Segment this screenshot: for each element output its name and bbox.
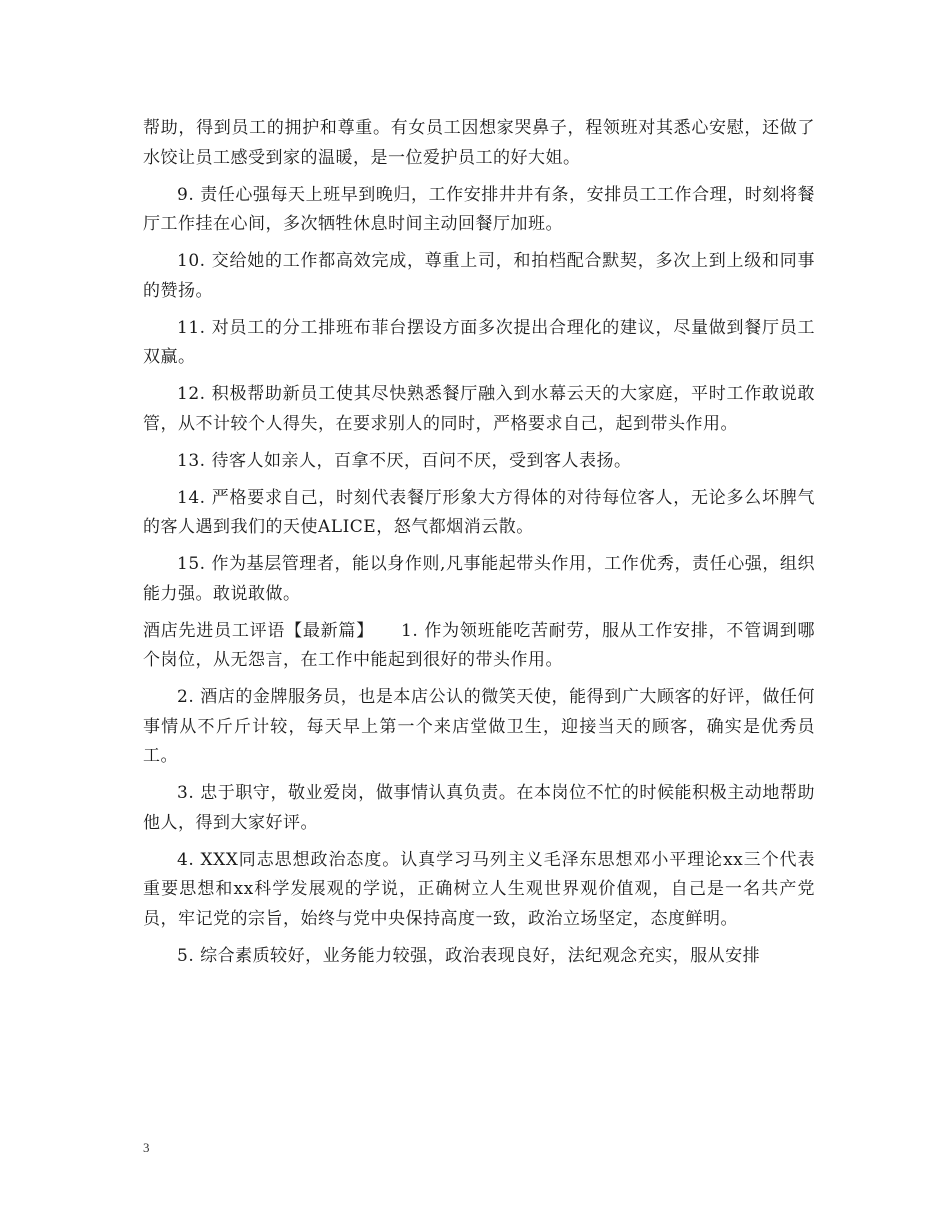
- paragraph-2: 10. 交给她的工作都高效完成，尊重上司，和拍档配合默契，多次上到上级和同事的赞扬。: [143, 251, 815, 301]
- paragraph-0: 帮助，得到员工的拥护和尊重。有女员工因想家哭鼻子，程领班对其悉心安慰，还做了水饺让员工感受到家的温暖，是一位爱护员工的好大姐。: [143, 118, 815, 168]
- document-body: [143, 114, 815, 979]
- paragraph-1: 9. 责任心强每天上班早到晚归，工作安排井井有条，安排员工工作合理，时刻将餐厅工作挂在心间，多次牺牲休息时间主动回餐厅加班。: [143, 184, 815, 234]
- paragraph-3: 11. 对员工的分工排班布菲台摆设方面多次提出合理化的建议，尽量做到餐厅员工双赢。: [143, 317, 815, 367]
- paragraph-6: 14. 严格要求自己，时刻代表餐厅形象大方得体的对待每位客人，无论多么坏脾气的客人遇到我们的天使ALICE，怒气都烟消云散。: [143, 487, 815, 537]
- paragraph-10: 3. 忠于职守，敬业爱岗，做事情认真负责。在本岗位不忙的时候能积极主动地帮助他人，得到大家好评。: [143, 783, 815, 833]
- paragraph-12: 5. 综合素质较好，业务能力较强，政治表现良好，法纪观念充实，服从安排: [177, 945, 761, 966]
- paragraph-9: 2. 酒店的金牌服务员，也是本店公认的微笑天使，能得到广大顾客的好评，做任何事情从不斤斤计较，每天早上第一个来店堂做卫生，迎接当天的顾客，确实是优秀员工。: [143, 687, 815, 766]
- paragraph-11: 4. XXX同志思想政治态度。认真学习马列主义毛泽东思想邓小平理论xx三个代表重要思想和xx科学发展观的学说，正确树立人生观世界观价值观，自己是一名共产党员，牢记党的宗旨，始终与党中央保持高度一致，政治立场坚定，态度鲜明。: [143, 849, 815, 929]
- section-heading-paragraph: 酒店先进员工评语【最新篇】 1. 作为领班能吃苦耐劳，服从工作安排，不管调到哪个岗位，从无怨言，在工作中能起到很好的带头作用。: [143, 620, 815, 670]
- paragraph-7: 15. 作为基层管理者，能以身作则,凡事能起带头作用，工作优秀，责任心强，组织能力强。敢说敢做。: [143, 554, 815, 604]
- paragraph-4: 12. 积极帮助新员工使其尽快熟悉餐厅融入到水幕云天的大家庭，平时工作敢说敢管，从不计较个人得失，在要求别人的同时，严格要求自己，起到带头作用。: [143, 384, 815, 434]
- paragraph-5: 13. 待客人如亲人，百拿不厌，百问不厌，受到客人表扬。: [177, 450, 632, 471]
- page-number: 3: [143, 1140, 150, 1155]
